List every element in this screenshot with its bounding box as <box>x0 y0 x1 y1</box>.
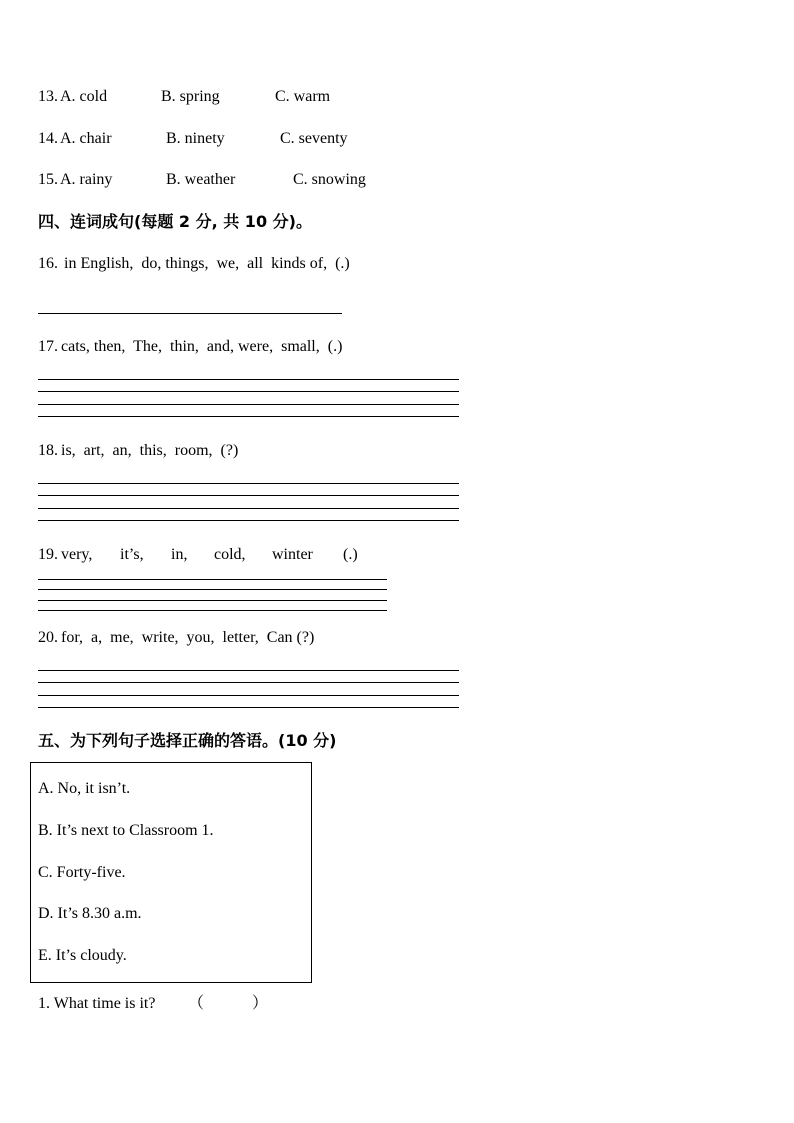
question-19-word: very, <box>61 546 93 563</box>
answer-line[interactable] <box>38 313 342 314</box>
option-c: C. seventy <box>280 130 348 147</box>
option-a: A. cold <box>60 88 108 105</box>
option-b: B. weather <box>166 171 236 188</box>
section-5-title: 五、为下列句子选择正确的答语。(10 分) <box>38 731 337 750</box>
answer-line[interactable] <box>38 682 459 683</box>
answer-line[interactable] <box>38 579 387 580</box>
answer-line[interactable] <box>38 520 459 521</box>
option-c: C. warm <box>275 88 331 105</box>
question-20-words: for, a, me, write, you, letter, Can (?) <box>61 629 315 646</box>
answer-line[interactable] <box>38 508 459 509</box>
question-19-word: in, <box>171 546 188 563</box>
answer-line[interactable] <box>38 379 459 380</box>
question-17-number: 17. <box>38 338 58 355</box>
question-18-words: is, art, an, this, room, (?) <box>61 442 239 459</box>
answer-line[interactable] <box>38 483 459 484</box>
section-4-title: 四、连词成句(每题 2 分, 共 10 分)。 <box>38 212 312 231</box>
paren-close: ） <box>252 995 269 1012</box>
question-number: 14. <box>38 130 58 147</box>
option-b: B. spring <box>161 88 220 105</box>
answer-line[interactable] <box>38 416 459 417</box>
option-c: C. snowing <box>293 171 366 188</box>
option-a: A. chair <box>60 130 112 147</box>
answer-option-c: C. Forty-five. <box>38 864 126 881</box>
paren-open: （ <box>188 995 205 1012</box>
answer-option-b: B. It’s next to Classroom 1. <box>38 822 214 839</box>
question-18-number: 18. <box>38 442 58 459</box>
answer-option-e: E. It’s cloudy. <box>38 947 127 964</box>
question-number: 13. <box>38 88 58 105</box>
answer-line[interactable] <box>38 589 387 590</box>
question-16-number: 16. <box>38 255 58 272</box>
answer-line[interactable] <box>38 404 459 405</box>
answer-option-a: A. No, it isn’t. <box>38 780 131 797</box>
question-20-number: 20. <box>38 629 58 646</box>
question-19-word: winter <box>272 546 313 563</box>
answer-line[interactable] <box>38 391 459 392</box>
question-19-number: 19. <box>38 546 58 563</box>
answer-line[interactable] <box>38 495 459 496</box>
question-17-words: cats, then, The, thin, and, were, small, (.) <box>61 338 343 355</box>
answer-blank[interactable] <box>204 994 252 1014</box>
answer-line[interactable] <box>38 610 387 611</box>
question-19-word: (.) <box>343 546 358 563</box>
question-number: 15. <box>38 171 58 188</box>
answer-line[interactable] <box>38 600 387 601</box>
answer-line[interactable] <box>38 707 459 708</box>
question-1-text: 1. What time is it? <box>38 995 156 1012</box>
answer-line[interactable] <box>38 695 459 696</box>
question-16-words: in English, do, things, we, all kinds of, (.) <box>64 255 350 272</box>
question-19-word: cold, <box>214 546 246 563</box>
answer-option-d: D. It’s 8.30 a.m. <box>38 905 142 922</box>
question-19-word: it’s, <box>120 546 144 563</box>
answer-line[interactable] <box>38 670 459 671</box>
option-a: A. rainy <box>60 171 113 188</box>
option-b: B. ninety <box>166 130 225 147</box>
